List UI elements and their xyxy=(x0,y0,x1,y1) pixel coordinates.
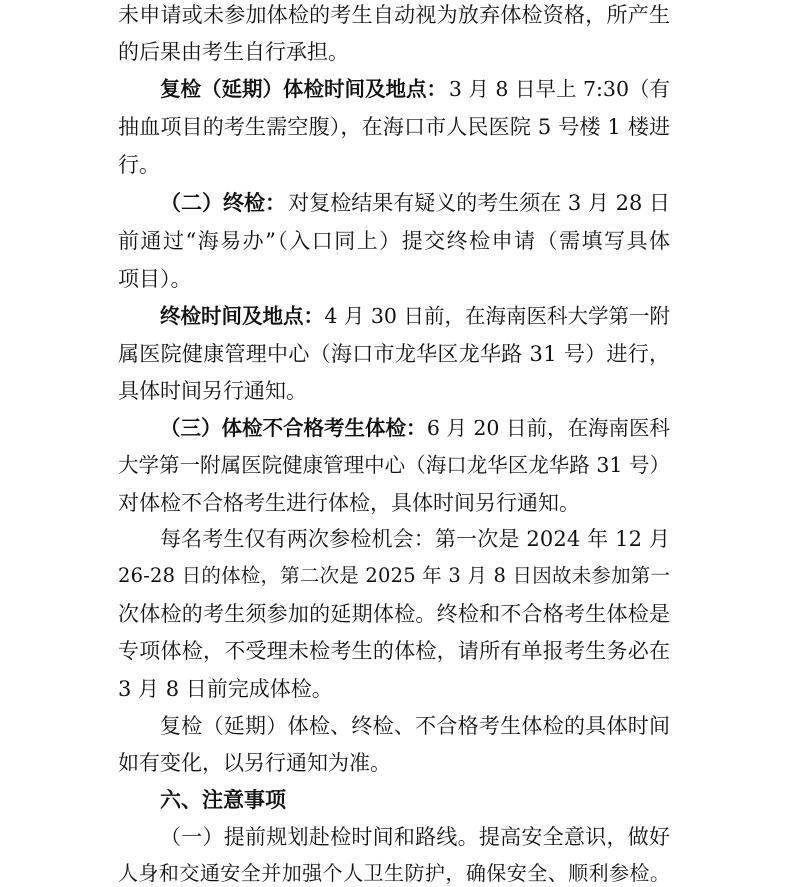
justified-row xyxy=(160,302,670,330)
section-title: 六、注意事项 xyxy=(160,787,286,812)
unqualified-check-label: （三）体检不合格考生体检： xyxy=(160,416,427,440)
justified-row xyxy=(160,414,670,442)
justified-row xyxy=(160,712,670,740)
paragraph-3-line-2 xyxy=(118,227,670,255)
paragraph-6-line-4 xyxy=(118,637,670,665)
text: 大学第一附属医院健康管理中心（海口龙华区龙华路 31 号） xyxy=(118,453,671,477)
paragraph-1-line-1 xyxy=(118,1,670,29)
text: 的后果由考生自行承担。 xyxy=(118,40,349,64)
recheck-time-label: 复检（延期）体检时间及地点： xyxy=(160,77,447,101)
text: 专项体检，不受理未检考生的体检，请所有单报考生务必在 xyxy=(118,639,671,663)
text: 每名考生仅有两次参检机会：第一次是 2024 年 12 月 xyxy=(160,527,671,551)
text: 3 月 8 日前完成体检。 xyxy=(118,677,333,701)
justified-row xyxy=(118,227,670,255)
paragraph-6-line-3 xyxy=(118,600,670,628)
justified-row xyxy=(118,340,670,368)
text: 属医院健康管理中心（海口市龙华区龙华路 31 号）进行， xyxy=(118,342,671,366)
text: 次体检的考生须参加的延期体检。终检和不合格考生体检是 xyxy=(118,602,671,626)
text: 6 月 20 日前，在海南医科 xyxy=(426,416,670,440)
paragraph-4-line-2 xyxy=(118,340,670,368)
paragraph-2-line-1 xyxy=(160,75,670,103)
justified-row xyxy=(160,823,670,851)
paragraph-5-line-3 xyxy=(118,489,580,517)
text: 具体时间另行通知。 xyxy=(118,379,307,403)
text: 未申请或未参加体检的考生自动视为放弃体检资格，所产生 xyxy=(118,3,671,27)
paragraph-6-line-1 xyxy=(160,525,670,553)
justified-row xyxy=(118,562,670,590)
justified-row xyxy=(118,1,670,29)
paragraph-7-line-2 xyxy=(118,749,391,777)
justified-row xyxy=(160,189,670,217)
paragraph-1-line-2 xyxy=(118,38,349,66)
text: 对复检结果有疑义的考生须在 3 月 28 日 xyxy=(288,191,670,215)
final-check-label: （二）终检： xyxy=(160,190,286,215)
justified-row xyxy=(118,113,670,141)
paragraph-8-line-1 xyxy=(160,823,670,851)
justified-row xyxy=(118,637,670,665)
text: 4 月 30 日前，在海南医科大学第一附 xyxy=(324,304,670,328)
paragraph-3-line-3 xyxy=(118,265,192,293)
text: 3 月 8 日早上 7:30（有 xyxy=(448,77,670,101)
text: 行。 xyxy=(118,153,160,177)
justified-row xyxy=(160,525,670,553)
paragraph-2-line-3 xyxy=(118,151,160,179)
paragraph-4-line-3 xyxy=(118,377,307,405)
text: 复检（延期）体检、终检、不合格考生体检的具体时间 xyxy=(160,714,671,738)
justified-row xyxy=(118,451,670,479)
justified-row xyxy=(118,859,670,887)
paragraph-8-line-2 xyxy=(118,859,670,887)
text: 前通过“海易办”（入口同上）提交终检申请（需填写具体 xyxy=(118,229,672,253)
text: 人身和交通安全并加强个人卫生防护，确保安全、顺利参检。 xyxy=(118,861,671,885)
text: （一）提前规划赴检时间和路线。提高安全意识，做好 xyxy=(160,825,671,849)
justified-row xyxy=(118,600,670,628)
paragraph-3-line-1 xyxy=(160,189,670,217)
text: 项目）。 xyxy=(118,267,192,291)
section-heading xyxy=(160,786,286,814)
paragraph-2-line-2 xyxy=(118,113,670,141)
paragraph-4-line-1 xyxy=(160,302,670,330)
text: 如有变化，以另行通知为准。 xyxy=(118,751,391,775)
final-check-time-label: 终检时间及地点： xyxy=(160,304,324,328)
text: 26-28 日的体检，第二次是 2025 年 3 月 8 日因故未参加第一 xyxy=(118,564,671,587)
paragraph-6-line-5 xyxy=(118,675,333,703)
justified-row xyxy=(160,75,670,103)
paragraph-6-line-2 xyxy=(118,562,670,590)
text: 对体检不合格考生进行体检，具体时间另行通知。 xyxy=(118,491,580,515)
text: 抽血项目的考生需空腹），在海口市人民医院 5 号楼 1 楼进 xyxy=(118,115,671,139)
paragraph-5-line-2 xyxy=(118,451,670,479)
paragraph-5-line-1 xyxy=(160,414,670,442)
paragraph-7-line-1 xyxy=(160,712,670,740)
